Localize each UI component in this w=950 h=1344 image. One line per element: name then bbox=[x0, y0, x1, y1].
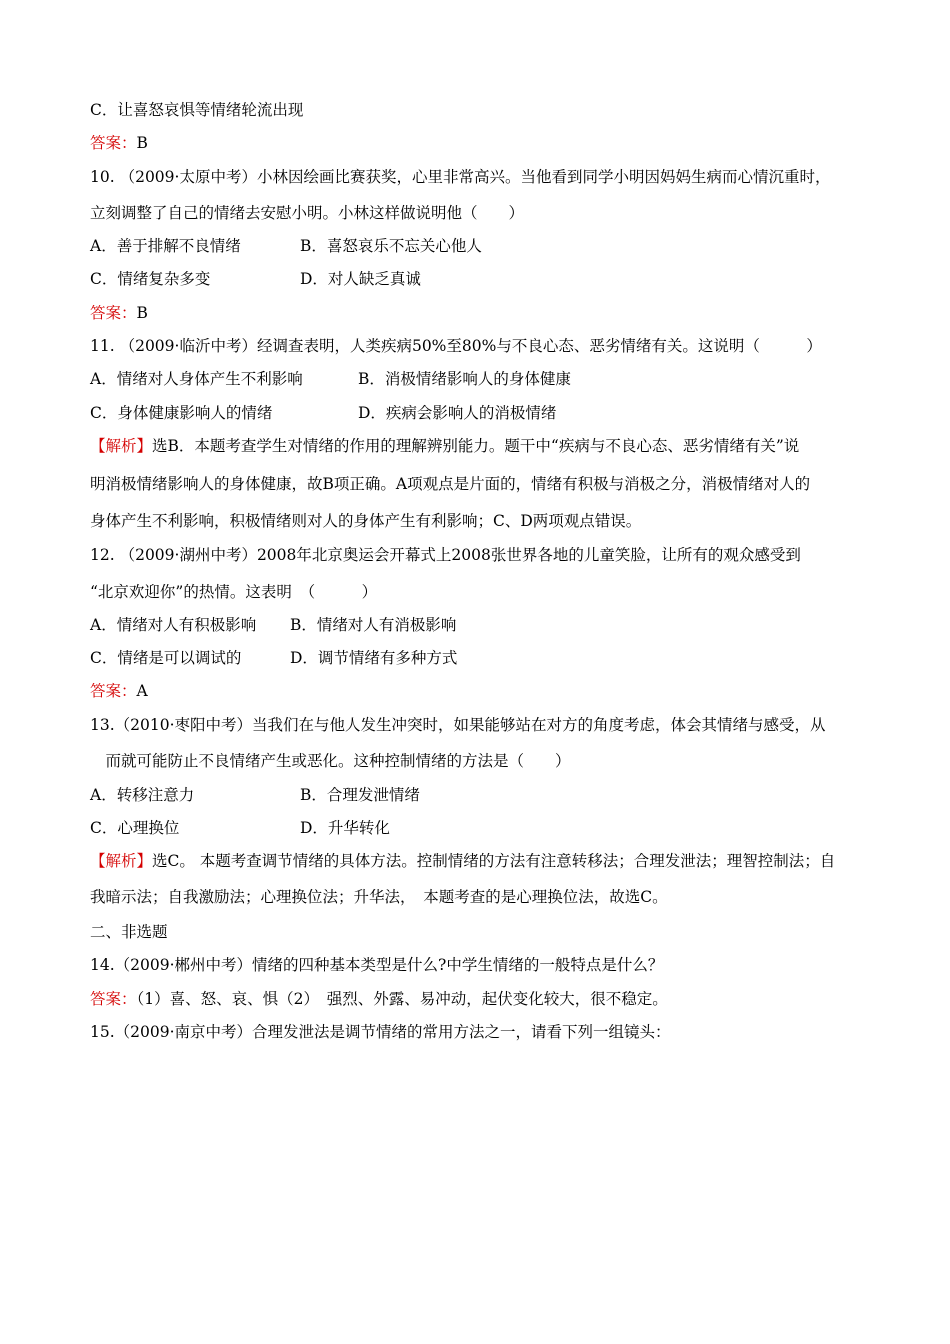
answer-value: B bbox=[136, 304, 148, 322]
answer-line bbox=[90, 303, 148, 323]
analysis-label: 【解析】 bbox=[90, 437, 153, 455]
analysis-line bbox=[90, 436, 799, 456]
question-text: 15.（2009·南京中考）合理发泄法是调节情绪的常用方法之一，请看下列一组镜头： bbox=[90, 1023, 671, 1041]
analysis-text: 我暗示法；自我激励法；心理换位法；升华法， 本题考查的是心理换位法，故选C。 bbox=[90, 888, 668, 906]
question-12 bbox=[90, 545, 801, 565]
analysis-text: 选C。 本题考查调节情绪的具体方法。控制情绪的方法有注意转移法；合理发泄法；理智控制法；自 bbox=[152, 852, 836, 870]
option-d: D．升华转化 bbox=[300, 819, 390, 837]
answer-label: 答案： bbox=[90, 990, 137, 1008]
answer-label: 答案： bbox=[90, 304, 137, 322]
analysis-text: 选B．本题考查学生对情绪的作用的理解辨别能力。题干中“疾病与不良心态、恶劣情绪有关”说 bbox=[152, 437, 800, 455]
question-text: 立刻调整了自己的情绪去安慰小明。小林这样做说明他（ ） bbox=[90, 204, 525, 222]
options-row bbox=[90, 236, 790, 256]
analysis-text: 身体产生不利影响，积极情绪则对人的身体产生有利影响；C、D两项观点错误。 bbox=[90, 512, 642, 530]
options-row bbox=[90, 615, 790, 635]
answer-label: 答案： bbox=[90, 134, 137, 152]
answer-label: 答案： bbox=[90, 682, 137, 700]
options-row bbox=[90, 369, 790, 389]
options-row bbox=[90, 785, 790, 805]
option-c: C．身体健康影响人的情绪 bbox=[90, 404, 273, 422]
analysis-line bbox=[90, 851, 835, 871]
answer-line bbox=[90, 681, 148, 701]
option-a: A．情绪对人有积极影响 bbox=[90, 616, 257, 634]
analysis-text: 明消极情绪影响人的身体健康，故B项正确。A项观点是片面的，情绪有积极与消极之分，消极情绪对人的 bbox=[90, 475, 811, 493]
answer-value: （1）喜、怒、哀、惧（2） 强烈、外露、易冲动，起伏变化较大，很不稳定。 bbox=[136, 990, 668, 1008]
answer-line bbox=[90, 133, 148, 153]
question-text: 14.（2009·郴州中考）情绪的四种基本类型是什么?中学生情绪的一般特点是什么？ bbox=[90, 956, 664, 974]
question-10-cont bbox=[90, 203, 524, 223]
option-a: A．善于排解不良情绪 bbox=[90, 237, 241, 255]
option-b: B．情绪对人有消极影响 bbox=[290, 616, 457, 634]
option-a: A．情绪对人身体产生不利影响 bbox=[90, 370, 303, 388]
options-row bbox=[90, 648, 790, 668]
question-text: 而就可能防止不良情绪产生或恶化。这种控制情绪的方法是（ ） bbox=[90, 752, 571, 770]
analysis-line bbox=[90, 887, 668, 907]
option-a: A．转移注意力 bbox=[90, 786, 195, 804]
options-row bbox=[90, 403, 790, 423]
question-text: 11. （2009·临沂中考）经调查表明，人类疾病50%至80%与不良心态、恶劣情绪有关。这说明（ ） bbox=[90, 337, 822, 355]
question-12-cont bbox=[90, 582, 377, 602]
option-line bbox=[90, 100, 303, 120]
question-14 bbox=[90, 955, 663, 975]
option-c: C．心理换位 bbox=[90, 819, 180, 837]
question-text: 10. （2009·太原中考）小林因绘画比赛获奖，心里非常高兴。当他看到同学小明因妈妈生病而心情沉重时， bbox=[90, 168, 831, 186]
answer-value: B bbox=[136, 134, 148, 152]
analysis-line bbox=[90, 474, 810, 494]
option-b: B．喜怒哀乐不忘关心他人 bbox=[300, 237, 482, 255]
question-11 bbox=[90, 336, 822, 356]
section-heading bbox=[90, 922, 168, 942]
text: C．让喜怒哀惧等情绪轮流出现 bbox=[90, 101, 304, 119]
question-text: 12. （2009·湖州中考）2008年北京奥运会开幕式上2008张世界各地的儿童笑脸，让所有的观众感受到 bbox=[90, 546, 801, 564]
question-13 bbox=[90, 715, 826, 735]
option-d: D．疾病会影响人的消极情绪 bbox=[358, 404, 557, 422]
option-c: C．情绪复杂多变 bbox=[90, 270, 211, 288]
heading-text: 二、非选题 bbox=[90, 923, 168, 941]
option-d: D．对人缺乏真诚 bbox=[300, 270, 421, 288]
analysis-label: 【解析】 bbox=[90, 852, 153, 870]
answer-value: A bbox=[136, 682, 148, 700]
question-13-cont bbox=[90, 751, 571, 771]
analysis-line bbox=[90, 511, 641, 531]
options-row bbox=[90, 818, 790, 838]
option-c: C．情绪是可以调试的 bbox=[90, 649, 242, 667]
options-row bbox=[90, 269, 790, 289]
question-text: “北京欢迎你”的热情。这表明 （ ） bbox=[90, 583, 378, 601]
question-text: 13.（2010·枣阳中考）当我们在与他人发生冲突时，如果能够站在对方的角度考虑，体会其情绪与感受，从 bbox=[90, 716, 826, 734]
answer-line bbox=[90, 989, 668, 1009]
option-b: B．合理发泄情绪 bbox=[300, 786, 420, 804]
question-15 bbox=[90, 1022, 671, 1042]
option-b: B．消极情绪影响人的身体健康 bbox=[358, 370, 571, 388]
option-d: D．调节情绪有多种方式 bbox=[290, 649, 458, 667]
question-10 bbox=[90, 167, 830, 187]
